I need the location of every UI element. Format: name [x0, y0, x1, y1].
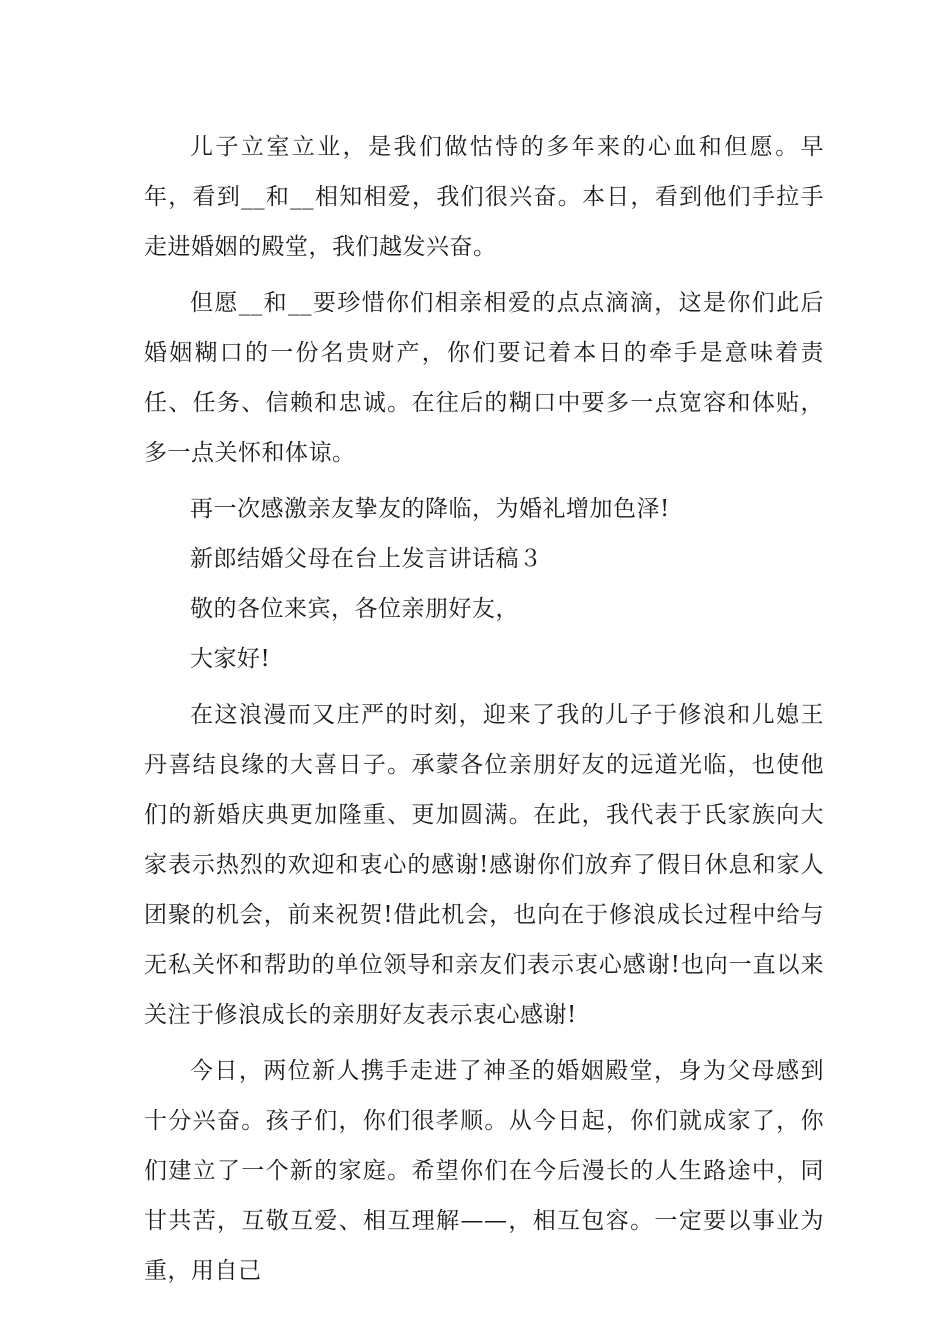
paragraph-5: 今日，两位新人携手走进了神圣的婚姻殿堂，身为父母感到十分兴奋。孩子们，你们很孝顺。从今日起，你们就成家了，你们建立了一个新的家庭。希望你们在今后漫长的人生路途中，同甘共苦，互敬互爱、相互理解——，相互包容。一定要以事业为重，用自己 — [144, 1058, 824, 1284]
document-body — [144, 122, 824, 1296]
salutation: 敬的各位来宾，各位亲朋好友， — [190, 596, 519, 622]
paragraph-4: 在这浪漫而又庄严的时刻，迎来了我的儿子于修浪和儿媳王丹喜结良缘的大喜日子。承蒙各位亲朋好友的远道光临，也使他们的新婚庆典更加隆重、更加圆满。在此，我代表于氏家族向大家表示热烈的欢迎和衷心的感谢!感谢你们放弃了假日休息和家人团聚的机会，前来祝贺!借此机会，也向在于修浪成长过程中给与无私关怀和帮助的单位领导和亲友们表示衷心感谢!也向一直以来关注于修浪成长的亲朋好友表示衷心感谢! — [144, 702, 824, 1028]
paragraph-2: 但愿__和__要珍惜你们相亲相爱的点点滴滴，这是你们此后婚姻糊口的一份名贵财产，你们要记着本日的牵手是意味着责任、任务、信赖和忠诚。在往后的糊口中要多一点宽容和体贴，多一点关怀和体谅。 — [144, 290, 824, 466]
paragraph-3: 再一次感激亲友挚友的降临，为婚礼增加色泽! — [190, 496, 670, 522]
paragraph-1: 儿子立室立业，是我们做怙恃的多年来的心血和但愿。早年，看到__和__相知相爱，我们很兴奋。本日，看到他们手拉手走进婚姻的殿堂，我们越发兴奋。 — [144, 134, 824, 260]
section-heading: 新郎结婚父母在台上发言讲话稿３ — [190, 546, 543, 572]
greeting: 大家好! — [190, 646, 271, 672]
